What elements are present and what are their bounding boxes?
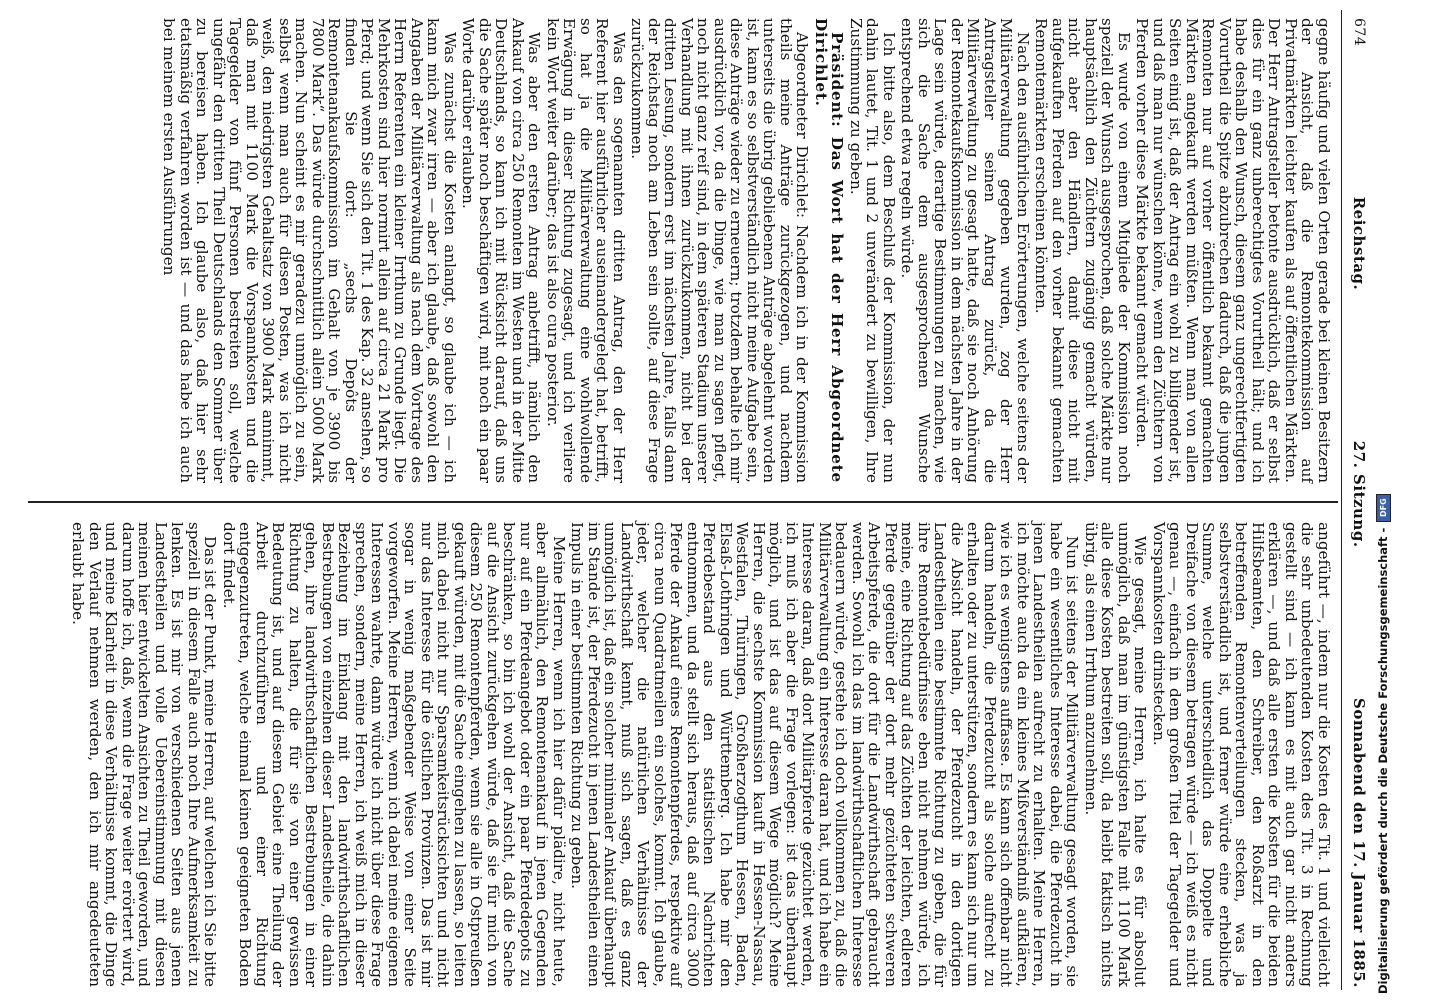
right-column bbox=[68, 522, 1332, 987]
paragraph: Was zunächst die Kosten anlangt, so glaube ich — ich kann mich zwar irren — aber ich glaube, daß sowohl den Angaben der Militärverwaltung als nach dem Vortrage des Herrn Referenten ein kleiner Irrthum zu Grunde liegt. Die Mehrkosten sind hier normirt allein auf circa 21 Mark pro Pferd; und wenn Sie sich den Tit. 1 des Kap. 32 ansehen, so finden Sie dort: „sechs Depôts der Remontenankaufskommission im Gehalt von je 3900 bis 7800 Mark“. Das würde durchschnittlich allein 5000 Mark machen. Nun scheint es mir geradezu unmöglich zu sein, selbst wenn man auch für diesen Posten, was ich nicht weiß, den niedrigsten Gehaltsatz von 3900 Mark annimmt, daß man mit 1100 Mark die Vorspannkosten und die Tagegelder von fünf Personen bestreiten soll, welche ungefähr den dritten Theil Deutschlands den Sommer über zu bereisen haben. Ich glaube also, daß hier sehr etatsmäßig verfahren worden ist — und das habe ich auch bei meinem ersten Ausführungen bbox=[160, 18, 459, 483]
paragraph: Was den sogenannten dritten Antrag, den der Herr Referent hier ausführlicher auseinandergelegt hat, betrifft, so hat ja die Militärverwaltung eine wohlwollende Erwägung in dieser Richtung zugesagt, und ich verliere kein Wort weiter darüber; das ist also cura posterior. bbox=[544, 18, 628, 483]
column-divider bbox=[28, 501, 1338, 503]
paragraph: Nun ist seitens der Militärverwaltung gesagt worden, sie habe ein wesentliches Interesse dabei, die Pferdezucht in jenen Landestheilen aufrecht zu erhalten. Meine Herren, ich möchte auch da ein kleines Mißverständniß aufklären, wie ich es wenigstens auffasse. Es kann sich offenbar nicht darum handeln, die Pferdezucht als solche aufrecht zu erhalten oder zu unterstützen, sondern es kann sich nur um die Absicht handeln, der Pferdezucht in den dortigen Landestheilen eine bestimmte Richtung zu geben, die für ihre Remontebedürfnisse eben nicht nehmen würde, ich meine, eine Richtung auf das Züchten der leichten, edleren Pferde gegenüber der dort mehr gezüchteten schweren Arbeitspferde, die dort für die Landwirthschaft gebraucht werden. Sowohl ich das im landwirthschaftlichen Interesse bedauern würde, gestehe ich doch vollkommen zu, daß die Militärverwaltung ein Interesse daran hat, und ich habe ein Interesse daran, daß dort Militärpferde gezüchtet werden, ich muß ich aber die Frage vorlegen: ist das überhaupt möglich, und ist das auf diesem Wege möglich? Meine Herren, die sechste Kommission kauft in Hessen-Nassau, Westfalen, Thüringen, Großherzogthum Hessen, Baden, Elsaß-Lothringen und Württemberg. Ich habe mir den Pferdebestand aus den statistischen Nachrichten entnommen, und da stellt sich heraus, daß auf circa 3000 Pferde der Ankauf eines Remontenpferdes, respektive auf circa neun Quadratmeilen ein solches, kommt. Ich glaube, jeder, welcher die natürlichen Verhältnisse der Landwirthschaft kennt, muß sich sagen, daß es ganz unmöglich ist, daß ein solcher minimaler Ankauf überhaupt im Stande ist, der Pferdezucht in jenen Landestheilen einen Impuls in einer bestimmten Richtung zu geben. bbox=[568, 522, 1082, 987]
paragraph: Nach den ausführlichen Erörterungen, welche seitens der Militärverwaltung gegeben wurden, zog der Herr Antragsteller seinen Antrag zurück, da die Militärverwaltung zu gesagt hatte, daß sie noch Anhörung der Remontekaufskommission in dem nächsten Jahre in der Lage sein würde, derartige Bestimmungen zu machen, wie sich die Sache dem ausgesprochenen Wunsche entsprechend etwa regeln würde. bbox=[898, 18, 1032, 483]
paragraph: Das ist der Punkt, meine Herren, auf welchen ich Sie bitte speziell in diesem Falle auch noch Ihre Aufmerksamkeit zu lenken. Es ist mir von verschiedenen Seiten aus jenen Landestheilen und volle Uebereinstimmung mit diesen meinen hier entwickelten Ansichten zu Theil geworden, und darum hoffe ich, daß, wenn die Frage weiter erörtert wird, und meine Klarheit in diese Verhältnisse kommt, die Dinge den Verlauf nehmen werden, den ich mir angedeuteten erlaubt habe. bbox=[69, 522, 220, 987]
digitization-note: Digitalisierung gefördert durch die Deutsche Forschungsgemeinschaft - bbox=[1376, 527, 1390, 994]
paragraph: angeführt —, indem nur die Kosten des Tit. 1 und vielleicht die sehr unbedeutenden Kosten des Tit. 3 in Rechnung gestellt sind — ich kann es mit auch gar nicht anders erklären —, und daß alle ersten die Kosten für die beiden Hilfsbeamten, den Schreiber, den Roßarzt in den betreffenden Remontenverteilungen stecken, was ja selbstverständlich ist, und ferner würde eine erhebliche Summe, welche unterschiedlich das Doppelte und Dreifache von diesem betragen würde — ich weiß es nicht genau —, einfach in dem großen Titel der Tagegelder und Vorspannkosten drinstecken. bbox=[1150, 522, 1333, 987]
session-label: 27. Sitzung. bbox=[1350, 440, 1368, 548]
page-title: Reichstag. bbox=[1350, 196, 1368, 291]
paragraph: gegne häufig und vielen Orten gerade bei kleinen Besitzern der Ansicht, daß die Remontekommission auf Privatmärkten leichter kaufen als auf öffentlichen Märkten. Der Herr Antragsteller betonte ausdrücklich, daß er selbst dies für ein ganz unberechtigtes Vorurtheil hält; und ich habe deshalb den Wunsch, diesem ganz ungerechtfertigten Vorurtheil die Spitze abzubrechen dadurch, daß die jungen Remonten nur auf vorher öffentlich bekannt gemachten Märkten angekauft werden müßten. Wenn man von allen Seiten einig ist, daß der Antrag ein wohl zu billigender ist, und daß man nur wünschen könne, wenn den Züchtern von Pferden vorher diese Märkte bekannt gemacht würden. bbox=[1133, 18, 1333, 483]
paragraph: Ich bitte also, dem Beschluß der Kommission, der nun dahin lautet, Tit. 1 und 2 unverändert zu bewilligen, Ihre Zustimmung zu geben. bbox=[847, 18, 898, 483]
speaker-paragraph: Abgeordneter Dirichlet: Nachdem ich in der Kommission theils meine Anträge zurückgezogen, und nachdem unterseits die übrig gebliebenen Anträge abgelehnt worden ist, kann es so selbstverständlich nicht meine Aufgabe sein, diese Anträge wieder zu erneuern; trotzdem behalte ich mir ausdrücklich vor, da die Dinge, wie man zu sagen pflegt, noch nicht ganz reif sind, in dem späteren Stadium unserer Verhandlung mit ihnen zurückzukommen, nicht bei der dritten Lesung, sondern erst im nächsten Jahre, falls dann der Reichstag noch am Leben sein sollte, auf diese Frage zurückzukommen. bbox=[628, 18, 812, 483]
left-column bbox=[159, 18, 1332, 483]
page-header bbox=[1348, 18, 1370, 988]
dfg-logo-icon: DFG bbox=[1376, 494, 1391, 522]
paragraph: Was aber den ersten Antrag anbetrifft, nämlich den Ankauf von circa 250 Remonten im Westen und in der Mitte Deutschlands, so kann ich mit Rücksicht darauf, daß uns die Sache später noch beschäftigen wird, mit noch ein paar Worte darüber erlauben. bbox=[459, 18, 544, 483]
speaker-paragraph: Präsident: Das Wort hat der Herr Abgeordnete Dirichlet. bbox=[812, 18, 847, 483]
paragraph: Wie gesagt, meine Herren, ich halte es für absolut unmöglich, daß man im günstigsten Falle mit 1100 Mark alle diese Kosten bestreiten soll, da bleibt faktisch nichts übrig, als einen Irrthum anzunehmen. bbox=[1082, 522, 1150, 987]
session-date: Sonnabend den 17. Januar 1885. bbox=[1350, 698, 1368, 988]
page-number: 674 bbox=[1351, 18, 1367, 47]
paragraph: Meine Herren, wenn ich hier dafür plädire, nicht heute, aber allmählich, den Remontenankauf in jenen Gegenden nur auf ein Pferdeangebot oder ein paar Pferdedepots zu beschränken, so bin ich wohl der Ansicht, daß die Sache auf die Ansicht zurückgehen würde, daß sie für mich von diesem 250 Remontenpferden, wenn sie alle in Ostpreußen gekauft würden, mit die Sache eingehen zu lassen, so leiten mich dabei nicht nur Sparsamkeitsrücksichten und nicht nur das Interesse für die östlichen Provinzen. Das ist mir sogar in wenig maßgebender Weise von einer Seite vorgeworfen. Meine Herren, wenn ich dabei meine eigenen Interessen wahrte, dann würde ich nicht über diese Frage sprechen, sondern, meine Herren, ich weiß mich in dieser Beziehung im Einklang mit den landwirthschaftlichen Bestrebungen von einzelnen dieser Landestheile, die dahin gehen, ihre landwirthschaftlichen Bestrebungen in einer Richtung zu halten, die für sie von einer gewissen Bedeutung ist, und auf diesem Gebiet eine Theilung der Arbeit durchzuführen und einer Richtung entgegenzutreten, welche einmal keinen geeigneten Boden dort findet. bbox=[220, 522, 568, 987]
digitization-footer bbox=[1372, 0, 1394, 1000]
header-rule bbox=[1341, 10, 1342, 990]
paragraph: Es wurde von einem Mitgliede der Kommission noch speziell der Wunsch ausgesprochen, daß solche Märkte nur hauptsächlich den Züchtern zugängig gemacht würden, nicht aber den Händlern, damit diese nicht mit aufgekauften Pferden auf den vorher bekannt gemachten Remontemärkten erscheinen könnten. bbox=[1032, 18, 1133, 483]
